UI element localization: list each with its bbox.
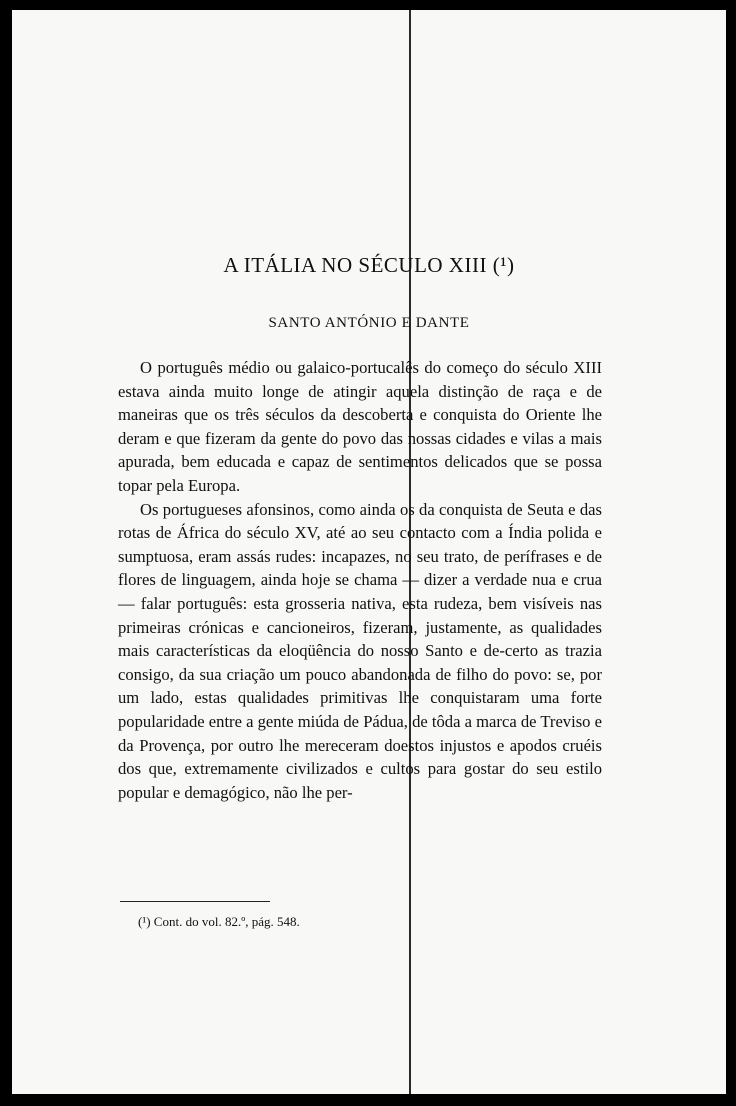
book-page (12, 10, 726, 1094)
body-text (118, 356, 602, 804)
paragraph-1: O português médio ou galaico-portucalês do começo do século XIII estava ainda muito longe de atingir aquela distinção de raça e de maneiras que os três séculos da descoberta e conquista do Oriente lhe deram e que fizeram da gente do povo das nossas cidades e vilas a mais apurada, bem educada e capaz de sentimentos delicados que se possa topar pela Europa. (118, 358, 602, 495)
footnote: (¹) Cont. do vol. 82.º, pág. 548. (138, 914, 300, 929)
chapter-subtitle: SANTO ANTÓNIO E DANTE (268, 315, 470, 331)
chapter-title: A ITÁLIA NO SÉCULO XIII (¹) (223, 253, 515, 277)
paragraph-2: Os portugueses afonsinos, como ainda os da conquista de Seuta e das rotas de África do século XV, até ao seu contacto com a Índia polida e sumptuosa, eram assás rudes: incapazes, no seu trato, de perífrases e de flores de linguagem, ainda hoje se chama — dizer a verdade nua e crua — falar português: esta grosseria nativa, esta rudeza, bem visíveis nas primeiras crónicas e cancioneiros, fizeram, justamente, as qualidades mais características da eloqüência do nosso Santo e de-certo as trazia consigo, da sua criação um pouco abandonada de filho do povo: se, por um lado, estas qualidades primitivas lhe conquistaram uma forte popularidade entre a gente miúda de Pádua, de tôda a marca de Treviso e da Provença, por outro lhe mereceram doestos injustos e apodos cruéis dos que, extremamente civilizados e cultos para gostar do seu estilo popular e demagógico, não lhe per- (118, 499, 602, 802)
footnote-divider (120, 901, 270, 902)
